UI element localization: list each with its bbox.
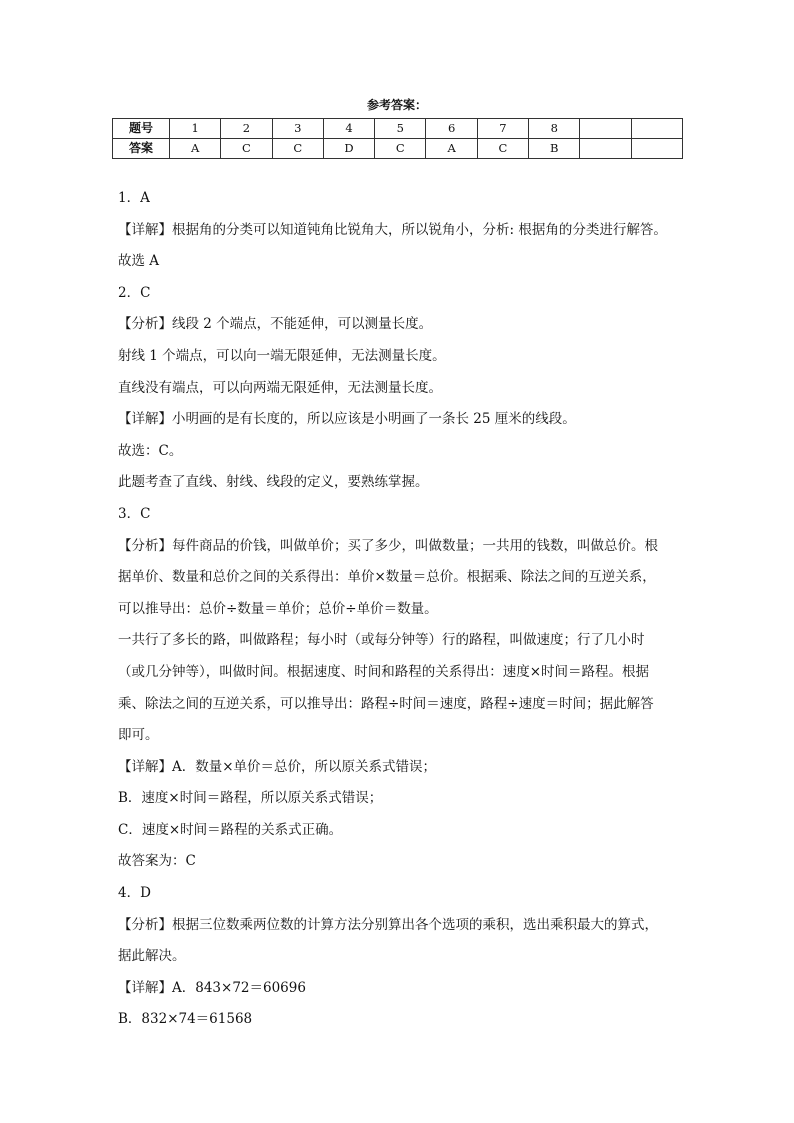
explanation-line: 即可。 bbox=[118, 727, 159, 744]
explanation-line: 射线 1 个端点，可以向一端无限延伸，无法测量长度。 bbox=[118, 347, 446, 364]
explanation-line: 故选：C。 bbox=[118, 442, 183, 459]
answer-cell: C bbox=[375, 139, 426, 159]
answer-cell: A bbox=[170, 139, 221, 159]
explanation-line: 乘、除法之间的互逆关系，可以推导出：路程÷时间＝速度，路程÷速度＝时间；据此解答 bbox=[118, 695, 654, 712]
explanation-line: 故选 A bbox=[118, 253, 160, 270]
explanation-line: B．速度×时间＝路程，所以原关系式错误； bbox=[118, 790, 383, 807]
explanation-line: 【详解】根据角的分类可以知道钝角比锐角大，所以锐角小，分析: 根据角的分类进行解答。 bbox=[118, 221, 667, 238]
question-heading: 1．A bbox=[118, 190, 150, 206]
explanation-line: 【详解】A．数量×单价＝总价，所以原关系式错误； bbox=[118, 758, 437, 775]
explanation-line: 直线没有端点，可以向两端无限延伸，无法测量长度。 bbox=[118, 379, 442, 396]
explanation-line: B．832×74＝61568 bbox=[118, 1011, 253, 1028]
explanation-line: 【分析】每件商品的价钱，叫做单价；买了多少，叫做数量；一共用的钱数，叫做总价。根 bbox=[118, 537, 658, 554]
row-label-answer: 答案 bbox=[113, 139, 170, 159]
explanation-line: C．速度×时间＝路程的关系式正确。 bbox=[118, 821, 343, 838]
question-number-cell bbox=[631, 119, 682, 139]
question-number-cell: 4 bbox=[323, 119, 374, 139]
answer-table bbox=[112, 118, 683, 159]
explanation-line: 据单价、数量和总价之间的关系得出：单价×数量＝总价。根据乘、除法之间的互逆关系， bbox=[118, 569, 656, 586]
explanation-line: 此题考查了直线、射线、线段的定义，要熟练掌握。 bbox=[118, 474, 429, 491]
question-heading: 2．C bbox=[118, 284, 151, 301]
explanation-line: 【详解】小明画的是有长度的，所以应该是小明画了一条长 25 厘米的线段。 bbox=[118, 411, 576, 428]
answer-cell: D bbox=[323, 139, 374, 159]
answer-cell bbox=[580, 139, 631, 159]
question-heading: 4．D bbox=[118, 885, 151, 902]
answer-cell: C bbox=[272, 139, 323, 159]
explanation-line: 可以推导出：总价÷数量＝单价；总价÷单价＝数量。 bbox=[118, 600, 438, 617]
question-number-cell: 8 bbox=[529, 119, 580, 139]
explanation-line: 一共行了多长的路，叫做路程；每小时（或每分钟等）行的路程，叫做速度；行了几小时 bbox=[118, 632, 645, 649]
answer-cell bbox=[631, 139, 682, 159]
answer-cell: C bbox=[221, 139, 272, 159]
question-number-cell: 6 bbox=[426, 119, 477, 139]
explanation-line: 【分析】根据三位数乘两位数的计算方法分别算出各个选项的乘积，选出乘积最大的算式， bbox=[118, 916, 658, 933]
answer-cell: B bbox=[529, 139, 580, 159]
solution-body bbox=[118, 186, 688, 1039]
explanation-line: （或几分钟等），叫做时间。根据速度、时间和路程的关系得出：速度×时间＝路程。根据 bbox=[118, 663, 650, 680]
question-number-cell: 7 bbox=[477, 119, 528, 139]
explanation-line: 故答案为：C bbox=[118, 853, 196, 870]
question-number-row bbox=[113, 119, 683, 139]
explanation-line: 【详解】A．843×72＝60696 bbox=[118, 979, 306, 996]
explanation-line: 【分析】线段 2 个端点，不能延伸，可以测量长度。 bbox=[118, 316, 433, 333]
answer-cell: A bbox=[426, 139, 477, 159]
question-number-cell: 5 bbox=[375, 119, 426, 139]
question-number-cell: 2 bbox=[221, 119, 272, 139]
explanation-line: 据此解决。 bbox=[118, 948, 186, 965]
question-heading: 3．C bbox=[118, 505, 151, 522]
answer-cell: C bbox=[477, 139, 528, 159]
row-label-question-number: 题号 bbox=[113, 119, 170, 139]
answer-row bbox=[113, 139, 683, 159]
question-number-cell: 3 bbox=[272, 119, 323, 139]
page-title: 参考答案： bbox=[366, 98, 427, 112]
question-number-cell: 1 bbox=[170, 119, 221, 139]
question-number-cell bbox=[580, 119, 631, 139]
